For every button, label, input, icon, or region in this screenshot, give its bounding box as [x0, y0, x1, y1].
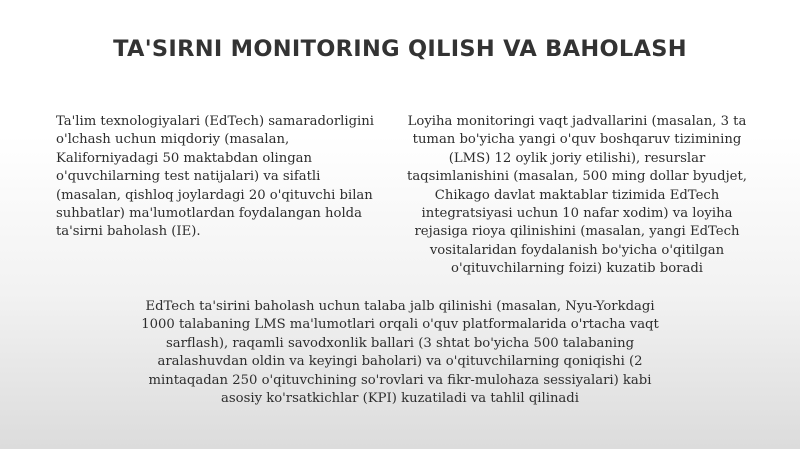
left-paragraph: Ta'lim texnologiyalari (EdTech) samaradorligini o'lchash uchun miqdoriy (masalan, Kaliforniyadagi 50 maktabdan olingan o'quvchilarning test natijalari) va sifatli (masalan, qishloq joylardagi 20 o'qituvchi bilan suhbatlar) ma'lumotlardan foydalangan holda ta'sirni baholash (IE). — [56, 114, 374, 240]
bottom-paragraph: EdTech ta'sirini baholash uchun talaba jalb qilinishi (masalan, Nyu-Yorkdagi 1000 talabaning LMS ma'lumotlari orqali o'quv platformalarida o'rtacha vaqt sarflash), raqamli savodxonlik ballari (3 shtat bo'yicha 500 talabaning aralashuvdan oldin va keyingi baholari) va o'qituvchilarning qoniqishi (2 mintaqadan 250 o'qituvchining so'rovlari va fikr-mulohaza sessiyalari) kabi asosiy ko'rsatkichlar (KPI) kuzatiladi va tahlil qilinadi — [141, 299, 659, 407]
slide-title: TA'SIRNI MONITORING QILISH VA BAHOLASH — [113, 36, 687, 62]
right-paragraph: Loyiha monitoringi vaqt jadvallarini (masalan, 3 ta tuman bo'yicha yangi o'quv boshqaruv tizimining (LMS) 12 oylik joriy etilishi), resurslar taqsimlanishini (masalan, 500 ming dollar byudjet, Chikago davlat maktablar tizimida EdTech integratsiyasi uchun 10 nafar xodim) va loyiha rejasiga rioya qilinishini (masalan, yangi EdTech vositalaridan foydalanish bo'yicha o'qitilgan o'qituvchilarning foizi) kuzatib boradi — [407, 114, 747, 277]
